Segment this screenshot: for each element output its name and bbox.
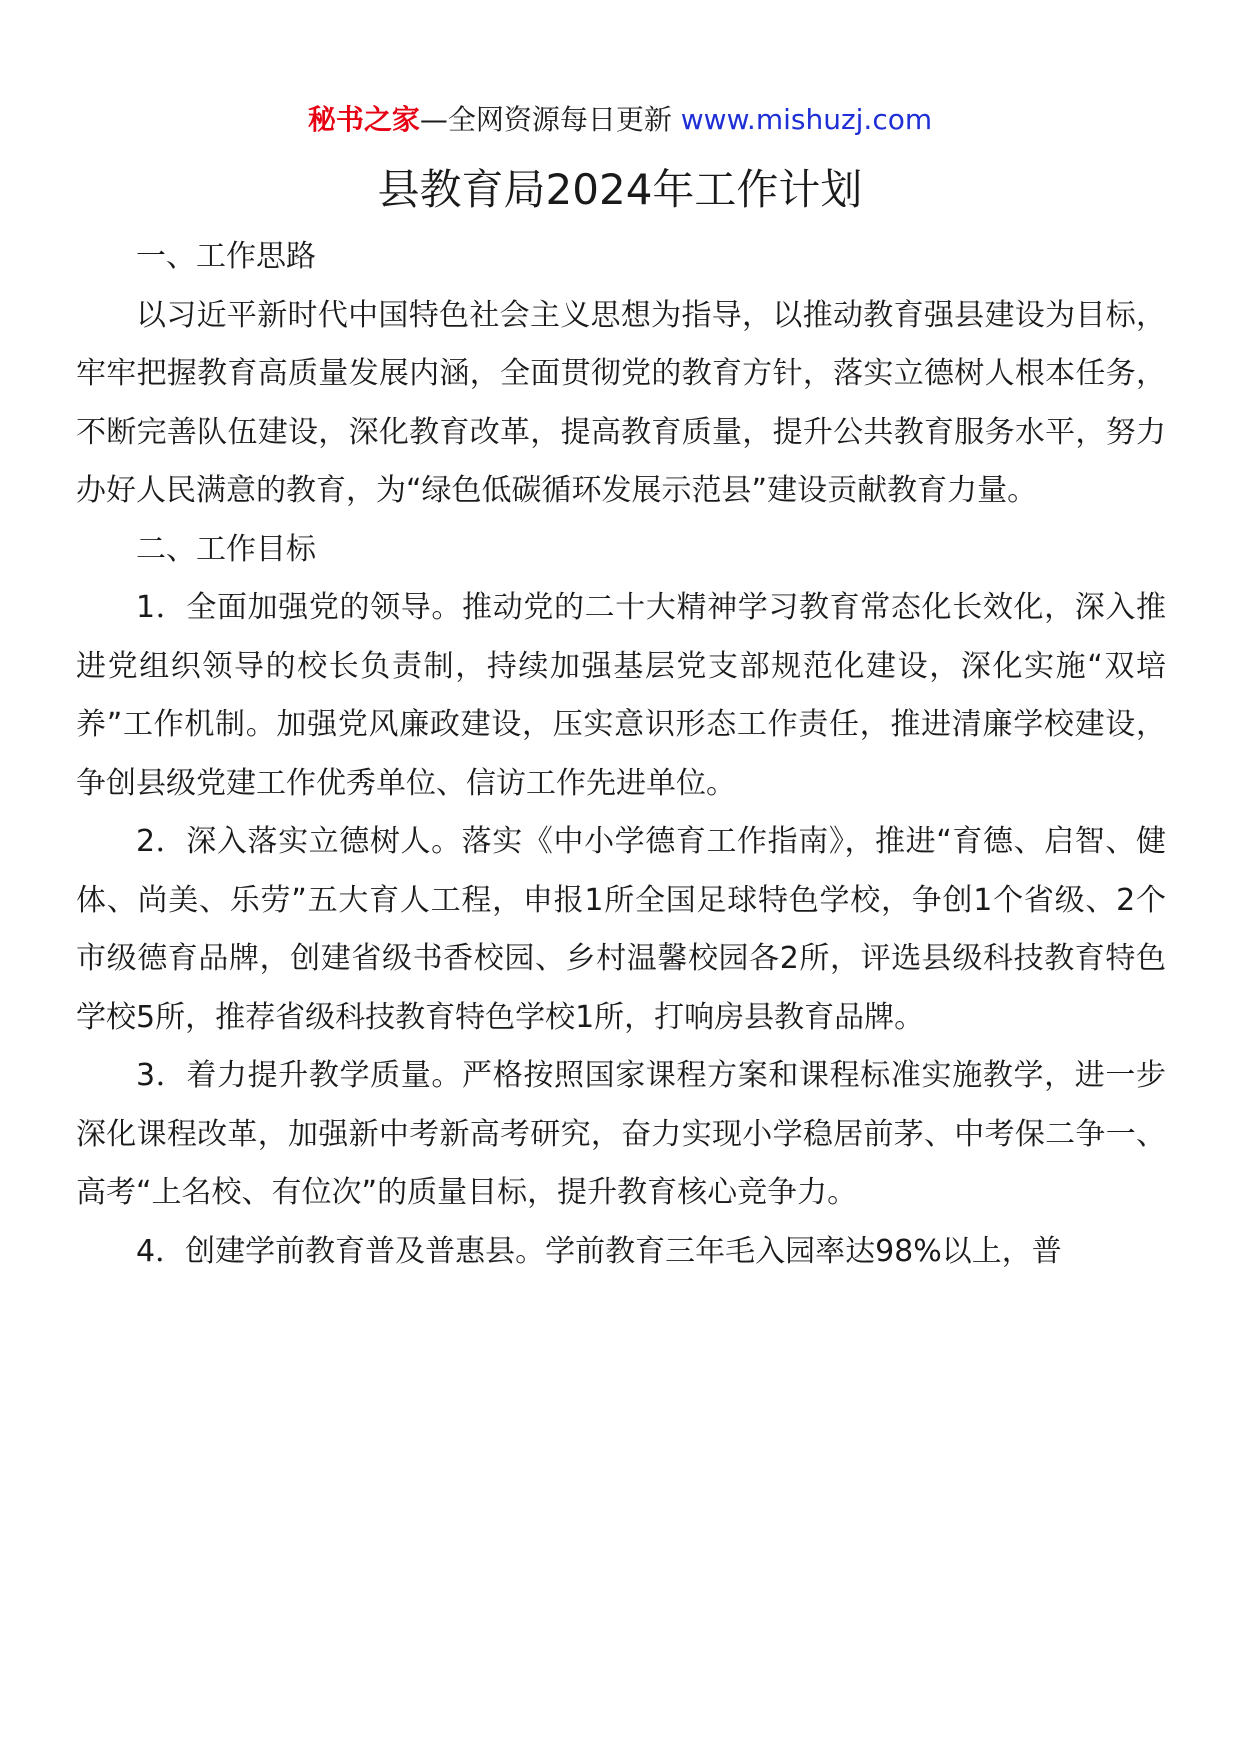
site-banner [0,100,1240,140]
body-paragraph: 4．创建学前教育普及普惠县。学前教育三年毛入园率达98%以上，普 [136,1233,1062,1269]
document-title: 县教育局2024年工作计划 [377,165,863,214]
site-url[interactable]: www.mishuzj.com [680,103,933,136]
section-heading: 一、工作思路 [136,239,316,274]
banner-tagline: —全网资源每日更新 [419,103,681,136]
section-heading: 二、工作目标 [136,531,316,567]
document-body [76,228,1166,1281]
body-paragraph: 1．全面加强党的领导。推动党的二十大精神学习教育常态化长效化，深入推进党组织领导的校长负责制，持续加强基层党支部规范化建设，深化实施“双培养”工作机制。加强党风廉政建设，压实意识形态工作责任，推进清廉学校建设，争创县级党建工作优秀单位、信访工作先进单位。 [76,590,1166,801]
body-paragraph: 3．着力提升教学质量。严格按照国家课程方案和课程标准实施教学，进一步深化课程改革，加强新中考新高考研究，奋力实现小学稳居前茅、中考保二争一、高考“上名校、有位次”的质量目标，提升教育核心竞争力。 [76,1058,1166,1210]
body-paragraph: 2．深入落实立德树人。落实《中小学德育工作指南》，推进“育德、启智、健体、尚美、乐劳”五大育人工程，申报1所全国足球特色学校，争创1个省级、2个市级德育品牌，创建省级书香校园、乡村温馨校园各2所，评选县级科技教育特色学校5所，推荐省级科技教育特色学校1所，打响房县教育品牌。 [76,824,1166,1035]
body-paragraph: 以习近平新时代中国特色社会主义思想为指导，以推动教育强县建设为目标，牢牢把握教育高质量发展内涵，全面贯彻党的教育方针，落实立德树人根本任务，不断完善队伍建设，深化教育改革，提高教育质量，提升公共教育服务水平，努力办好人民满意的教育，为“绿色低碳循环发展示范县”建设贡献教育力量。 [76,297,1166,508]
brand-name: 秘书之家 [307,103,420,136]
